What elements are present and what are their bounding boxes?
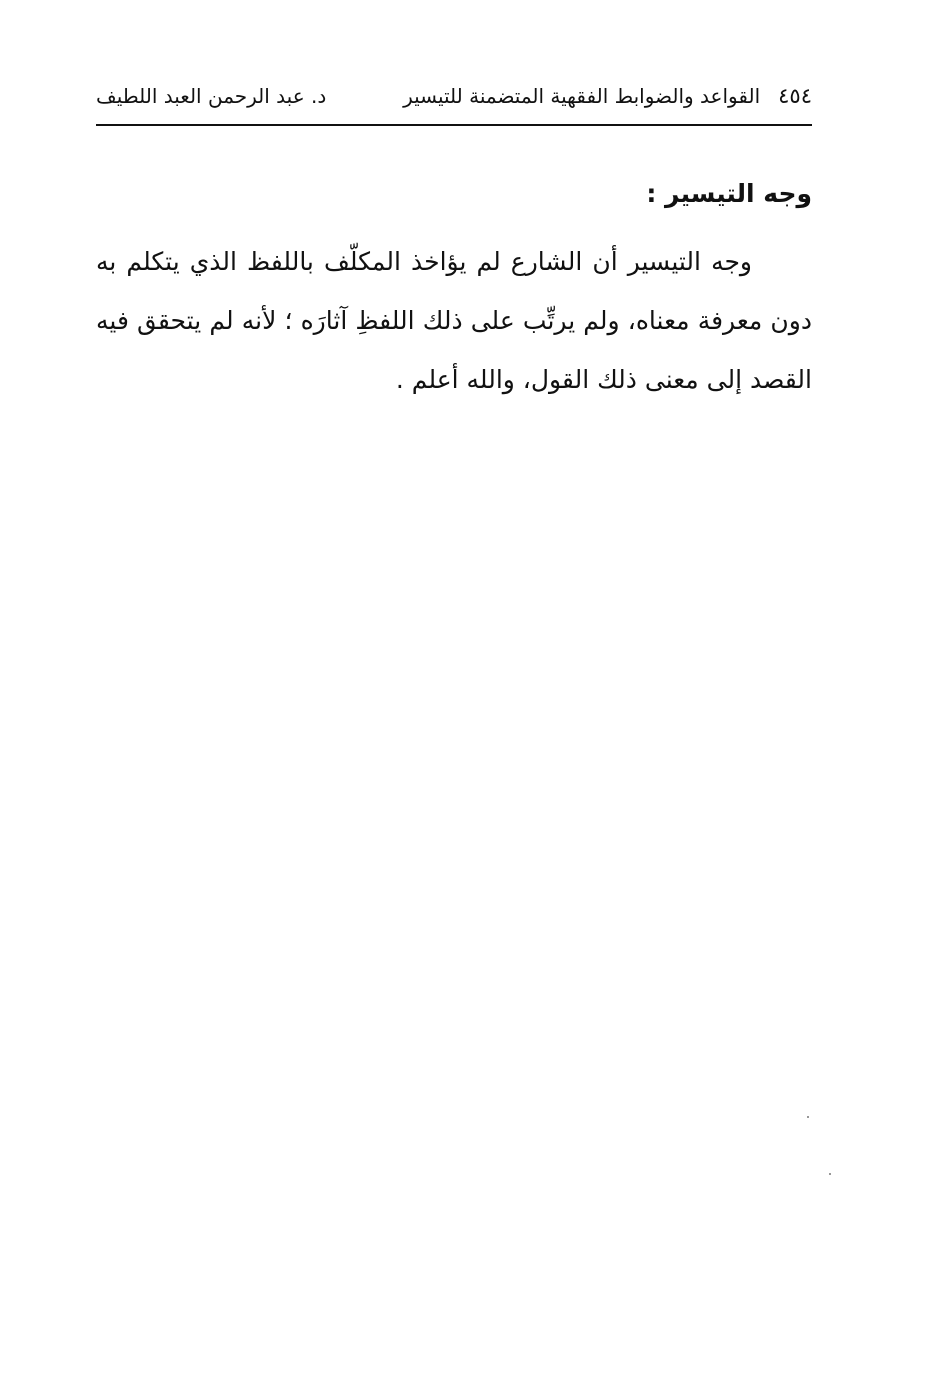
running-header: [96, 78, 812, 114]
body-paragraph: وجه التيسير أن الشارع لم يؤاخذ المكلّف باللفظ الذي يتكلم به دون معرفة معناه، ولم يرتِّب على ذلك اللفظِ آثارَه ؛ لأنه لم يتحقق فيه القصد إلى معنى ذلك القول، والله أعلم .: [96, 247, 812, 394]
page-number: ٤٥٤: [778, 84, 812, 108]
scan-speck: [829, 1173, 831, 1175]
author-name: د. عبد الرحمن العبد اللطيف: [96, 84, 327, 108]
header-divider: [96, 124, 812, 126]
book-title: القواعد والضوابط الفقهية المتضمنة للتيسير: [403, 84, 761, 108]
scan-speck: [807, 1116, 809, 1118]
section-heading: وجه التيسير :: [646, 179, 812, 208]
